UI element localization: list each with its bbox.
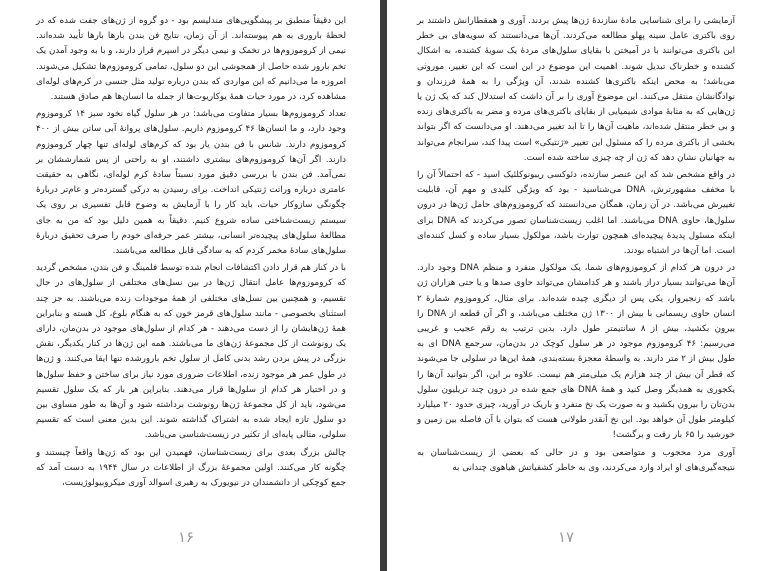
- right-page: [387, 0, 768, 571]
- right-page-body: [417, 14, 735, 478]
- paragraph: چالش بزرگ بعدی برای زیست‌شناسان، فهمیدن این بود که ژن‌ها واقعاً چیستند و چگونه کار می‌کنند. اولین مجموعهٔ بزرگ از اطلاعات در سال ۱۹۴۴ به دست آمد که جمع کوچکی از دانشمندان در نیویورک به رهبری اسوالد آوری میکروبیولوژیست،: [36, 447, 346, 489]
- paragraph: تعداد کروموزوم‌ها بسیار متفاوت می‌باشد: در هر سلول گیاه نخود سبز ۱۴ کروموزوم وجود دارد، و ما انسان‌ها ۴۶ کروموزوم داریم. سلول‌های پروانهٔ آبی ساتن بیش از ۴۰۰ کروموزوم دارند. شانس با فن بندن یار بود که کرم‌های لوله‌ای تنها چهار کروموزوم دارند. اگر آن‌ها کروموزوم‌های بیشتری داشتند، او به راحتی از پس شمارششان بر نمی‌آمد. فن بندن با بررسی دقیق مورد نسبتاً سادهٔ کرم لوله‌ای، نگاهی به حقیقت عامتری درباره وراثت ژنتیکی انداخت. برای رسیدن به درکی گسترده‌تر و عام‌تر دربارهٔ چگونگی سازوکار حیات، باید کار را با آزمایش به وضوح قابل تفسیری بر روی یک سیستم زیست‌شناختی ساده شروع کنیم. دقیقاً به همین دلیل بود که من به جای مطالعهٔ سلول‌های پیچیده‌تر انسانی، بیشتر عمر حرفه‌ای خودم را صرف تحقیق دربارهٔ سلول‌های سادهٔ مخمر کردم که به سادگی قابل مطالعه می‌باشند.: [36, 109, 346, 257]
- left-page: [0, 0, 380, 571]
- paragraph: این دقیقاً منطبق بر پیشگویی‌های مندلیسم بود - دو گروه از ژن‌های جفت شده که در لحظهٔ باروری به هم پیوسته‌اند. از آن زمان، نتایج فن بندن بارها بارها تأیید شده‌اند. نیمی از کروموزوم‌ها در تخمک و نیمی دیگر در اسپرم قرار دارند، و با به وجود آمدن یک تخم بارور شده حاصل از همجوشی این دو سلول، تمامی کروموزوم‌ها تشکیل می‌شوند. امروزه ما می‌دانیم که این مواردی که بندن درباره تولید مثل جنسی در کرم‌های لوله‌ای مشاهده کرد، در مورد حیات همهٔ یوکاریوت‌ها از جمله ما انسان‌ها هم صادق هستند.: [36, 16, 346, 103]
- left-page-body: [36, 14, 346, 493]
- page-number: ۱۷: [558, 528, 575, 546]
- paragraph: در درون هر کدام از کروموزوم‌های شما، یک مولکول منفرد و منظم DNA وجود دارد. آن‌ها می‌توانند بسیار دراز باشند و هر کدامشان می‌تواند حاوی صدها و یا حتی هزاران ژن باشد که زنجیروار، یکی پس از دیگری چیده شده‌اند. برای مثال، کروموزوم شمارهٔ ۲ انسان حاوی ریسمانی با بیش از ۱۳۰۰ ژن مختلف می‌باشد، و اگر آن قطعه از DNA را بیرون بکشید، بیش از ۸ سانتیمتر طول دارد. بدین ترتیب به رقم عجیب و غریبی می‌رسیم: ۴۶ کروموزوم موجود در هر سلول کوچک در بدن‌مان، سرجمع DNA ای به طول بیش از ۲ متر دارند. به واسطهٔ معجزهٔ بسته‌بندی، همهٔ این‌ها در سلولی جا می‌شوند که قطر آن بیش از چند هزارم یک میلی‌متر هم نیست. علاوه بر این، اگر بتوانید آن‌ها را یکجوری به همدیگر وصل کنید و همهٔ DNA های جمع شده در درون چند تریلیون سلول بدن‌تان را بیرون بکشید و به صورت یک نخ منفرد و باریک در آورید، چیزی حدود ۲۰ میلیارد کیلومتر طول آن خواهد بود. این نخ آنقدر طولانی هست که بتوان با آن فاصله بین زمین و خورشید را ۶۵ بار رفت و برگشت!: [417, 263, 736, 441]
- book-spine: [380, 0, 387, 571]
- paragraph: آزمایشی را برای شناسایی مادهٔ سازندهٔ ژن‌ها پیش بردند. آوری و همقطارانش داشتند بر روی باکتری عامل سینه پهلو مطالعه می‌کردند. آن‌ها می‌دانستند که سویه‌های بی خطر این باکتری می‌توانند با در آمیختن با بقایای سلول‌های مردهٔ یک سویهٔ کشنده، به اشکال کشنده و خطرناک تبدیل شوند. اهمیت این موضوع در این است که این تغییر، موروثی می‌باشد؛ به محض اینکه باکتری‌ها کشنده شدند، آن ویژگی را به همهٔ فرزندان و نوادگانشان منتقل می‌کنند. این موضوع آوری را بر آن داشت که استدلال کند که یک ژن یا ژن‌هایی که به مثابهٔ موادی شیمیایی از بقایای باکتری‌های مرده و مضر به باکتری‌های زنده و بی خطر منتقل شده‌اند، ماهیت آن‌ها را تا ابد تغییر می‌دهند. او می‌دانست که اگر بتواند بخشی از باکتری مرده را که مسئول این تغییر «ژنتیکی» است پیدا کند، سرانجام می‌تواند به جهانیان نشان دهد که ژن از چه چیزی ساخته شده است.: [417, 16, 735, 163]
- page-number: ۱۶: [178, 528, 195, 546]
- paragraph: آوری مرد محجوب و متواضعی بود و در حالی که بعضی از زیست‌شناسان به نتیجه‌گیری‌های او ایراد وارد می‌کردند، وی به خاطر کشفیاتش هیاهوی چندانی به: [417, 447, 735, 473]
- paragraph: در واقع مشخص شد که این عنصر سازنده، دئوکسی ریبونوکلئیک اسید - که احتمالاً آن را با مخفف مشهورترش، DNA می‌شناسید - بود که ویژگی کلیدی و مهم آن، قابلیت تغییرش می‌باشد. در آن زمان، همگان می‌دانستند که کروموزوم‌های حامل ژن‌ها در درون سلول‌ها، حاوی DNA می‌باشند. اما اغلب زیست‌شناسان تصور می‌کردند که DNA برای اینکه مسئول پدیدهٔ پیچیده‌ای همچون توارث باشد، مولکول بسیار ساده و کسل کننده‌ای است. اما آن‌ها در اشتباه بودند.: [417, 170, 735, 257]
- paragraph: با در کنار هم قرار دادن اکتشافات انجام شده توسط فلمینگ و فن بندن، مشخص گردید که کروموزوم‌ها عامل انتقال ژن‌ها در بین نسل‌های مختلفی از سلول‌های در حال تقسیم، و همچنین بین نسل‌های مختلفی از همهٔ موجودات زنده می‌باشند. به جز چند استثنای بخصوصی - مانند سلول‌های قرمز خون که به هنگام بلوغ، کل هسته و بنابراین همهٔ ژن‌هایشان را از دست می‌دهند - هر کدام از سلول‌های موجود در بدن‌مان، دارای یک رونوشت از کل مجموعهٔ ژن‌های ما می‌باشند. همه این ژن‌ها در کنار یکدیگر، نقش بزرگی در پیش بردن رشد بدنی کامل از سلول تخم بارورشده تنها ایفا می‌کنند. و ژن‌ها در طول عمر هر موجود زنده، اطلاعات ضروری مورد نیاز برای ساختن و حفظ سلول‌ها و در اختیار هر کدام از سلول‌ها قرار می‌دهند. بنابراین هر بار که یک سلول تقسیم می‌شود، باید از کل مجموعهٔ ژن‌ها رونوشت برداشته شود و آن‌ها به طور مساوی بین دو سلول تازه ایجاد شده به اشتراک گذاشته شوند. این بدین معنی است که تقسیم سلولی، مثالی پایه‌ای از تکثیر در زیست‌شناسی می‌باشد.: [36, 263, 346, 441]
